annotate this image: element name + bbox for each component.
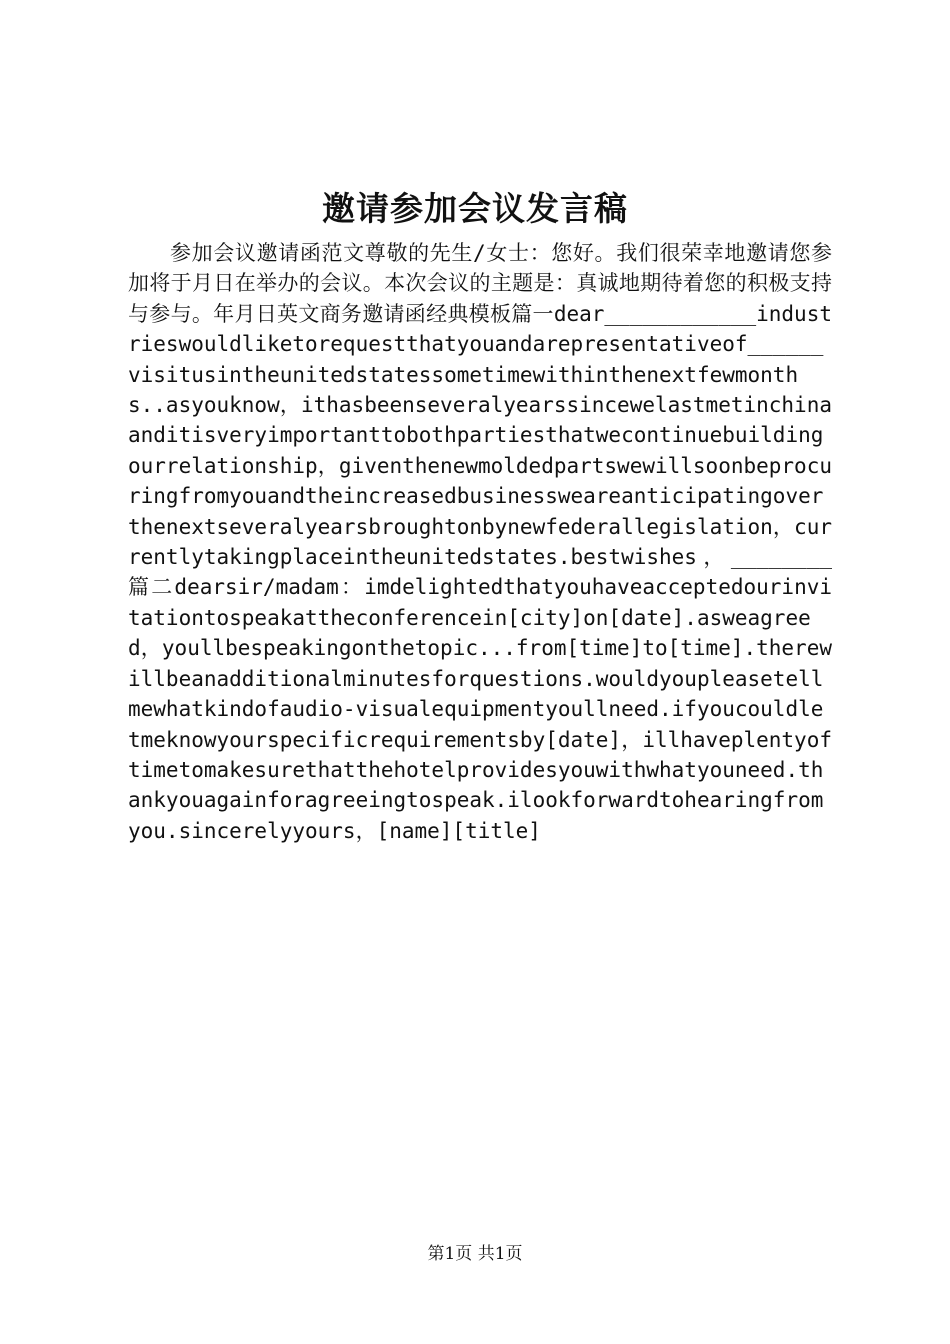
page-number-footer: 第1页 共1页	[427, 1244, 523, 1264]
document-title: 邀请参加会议发言稿	[322, 189, 628, 228]
document-body-text: 参加会议邀请函范文尊敬的先生/女士：您好。我们很荣幸地邀请您参加将于月日在举办的会议。本次会议的主题是：真诚地期待着您的积极支持与参与。年月日英文商务邀请函经典模板篇一dear____________industrieswouldliketorequestthatyouandarepresentativeof______visitusintheunitedstatessometimewithinthenextfewmonths..asyouknow，ithasbeenseveralyearssincewelastmetinchinaanditisveryimportanttobothpartiesthatwecontinuebuildingourrelationship，giventhenewmoldedpartswewillsoonbeprocuringfromyouandtheincreasedbusinessweareanticipatingoverthenextseveralyearsbroughtonbynewfederallegislation，currentlytakingplaceintheunitedstates.bestwishes，________篇二dearsir/madam：imdelightedthatyouhaveacceptedourinvitationtospeakattheconferencein[city]on[date].asweagreed，youllbespeakingonthetopic...from[time]to[time].therewillbeanadditionalminutesforquestions.wouldyoupleasetellmewhatkindofaudio-visualequipmentyoullneed.ifyoucouldletmeknowyourspecificrequirementsby[date]，illhaveplentyoftimetomakesurethatthehotelprovidesyouwithwhatyouneed.thankyouagainforagreeingtospeak.ilookforwardtohearingfromyou.sincerelyyours，[name][title]	[128, 241, 832, 843]
